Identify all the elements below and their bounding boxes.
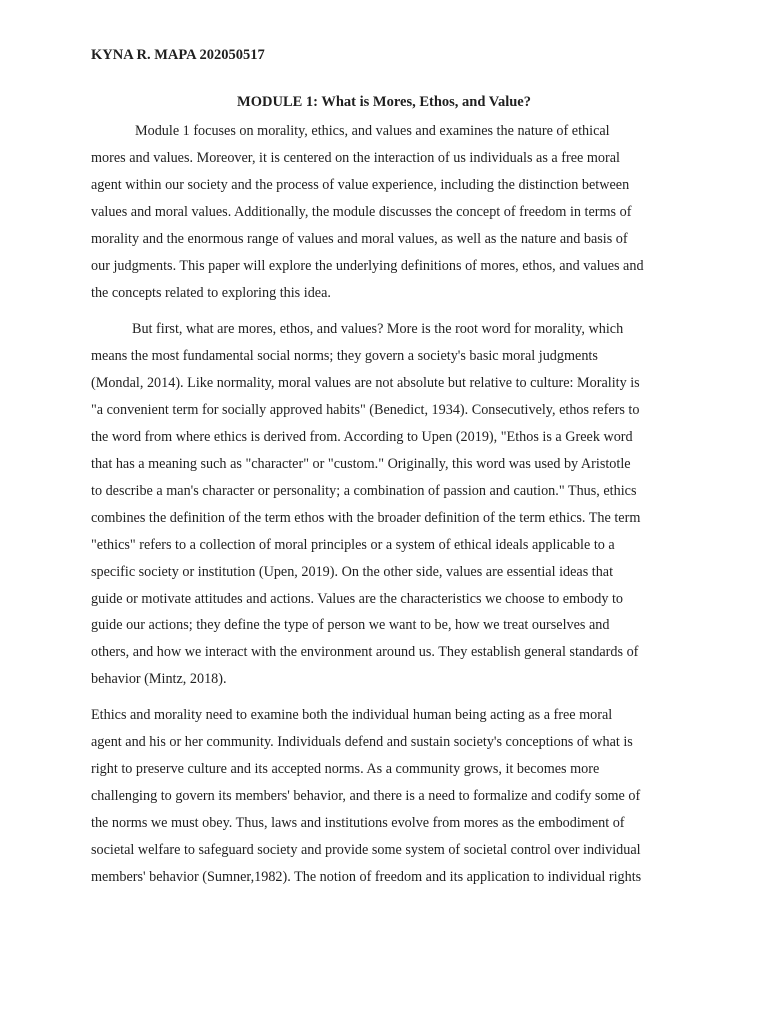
text-line: mores and values. Moreover, it is centered on the interaction of us individuals as a free moral — [91, 150, 620, 166]
text-line: specific society or institution (Upen, 2019). On the other side, values are essential ideas that — [91, 564, 614, 580]
text-line: values and moral values. Additionally, the module discusses the concept of freedom in terms of — [91, 204, 632, 220]
text-line: agent and his or her community. Individuals defend and sustain society's conceptions of what is — [91, 734, 633, 750]
text-line: "ethics" refers to a collection of moral principles or a system of ethical ideals applicable to a — [91, 537, 615, 553]
text-line: guide our actions; they define the type of person we want to be, how we treat ourselves and — [91, 617, 610, 633]
document-title: MODULE 1: What is Mores, Ethos, and Value? — [237, 94, 531, 110]
text-line: societal welfare to safeguard society and provide some system of societal control over individual — [91, 842, 641, 858]
text-line: others, and how we interact with the environment around us. They establish general standards of — [91, 644, 639, 660]
text-line: to describe a man's character or personality; a combination of passion and caution." Thus, ethics — [91, 483, 637, 499]
text-line: right to preserve culture and its accepted norms. As a community grows, it becomes more — [91, 761, 600, 777]
text-line: combines the definition of the term ethos with the broader definition of the term ethics. The term — [91, 510, 641, 526]
text-line: the concepts related to exploring this idea. — [91, 285, 331, 301]
text-line: challenging to govern its members' behavior, and there is a need to formalize and codify some of — [91, 788, 641, 804]
text-line: agent within our society and the process of value experience, including the distinction between — [91, 177, 630, 193]
text-line: that has a meaning such as "character" or "custom." Originally, this word was used by Aristotle — [91, 456, 631, 472]
text-line: Ethics and morality need to examine both the individual human being acting as a free moral — [91, 707, 613, 723]
text-line: (Mondal, 2014). Like normality, moral values are not absolute but relative to culture: Morality is — [91, 375, 640, 391]
text-line: means the most fundamental social norms; they govern a society's basic moral judgments — [91, 348, 598, 364]
text-line: members' behavior (Sumner,1982). The notion of freedom and its application to individual rights — [91, 869, 642, 885]
text-line: the word from where ethics is derived from. According to Upen (2019), "Ethos is a Greek word — [91, 429, 633, 445]
text-line: But first, what are mores, ethos, and values? More is the root word for morality, which — [132, 321, 624, 337]
text-line: our judgments. This paper will explore the underlying definitions of mores, ethos, and values and — [91, 258, 644, 274]
text-line: "a convenient term for socially approved habits" (Benedict, 1934). Consecutively, ethos refers to — [91, 402, 640, 418]
text-line: behavior (Mintz, 2018). — [91, 671, 227, 687]
text-line: morality and the enormous range of values and moral values, as well as the nature and basis of — [91, 231, 628, 247]
text-line: Module 1 focuses on morality, ethics, and values and examines the nature of ethical — [135, 123, 610, 139]
text-line: guide or motivate attitudes and actions. Values are the characteristics we choose to embody to — [91, 591, 623, 607]
author-header: KYNA R. MAPA 202050517 — [91, 47, 265, 63]
text-line: the norms we must obey. Thus, laws and institutions evolve from mores as the embodiment of — [91, 815, 625, 831]
